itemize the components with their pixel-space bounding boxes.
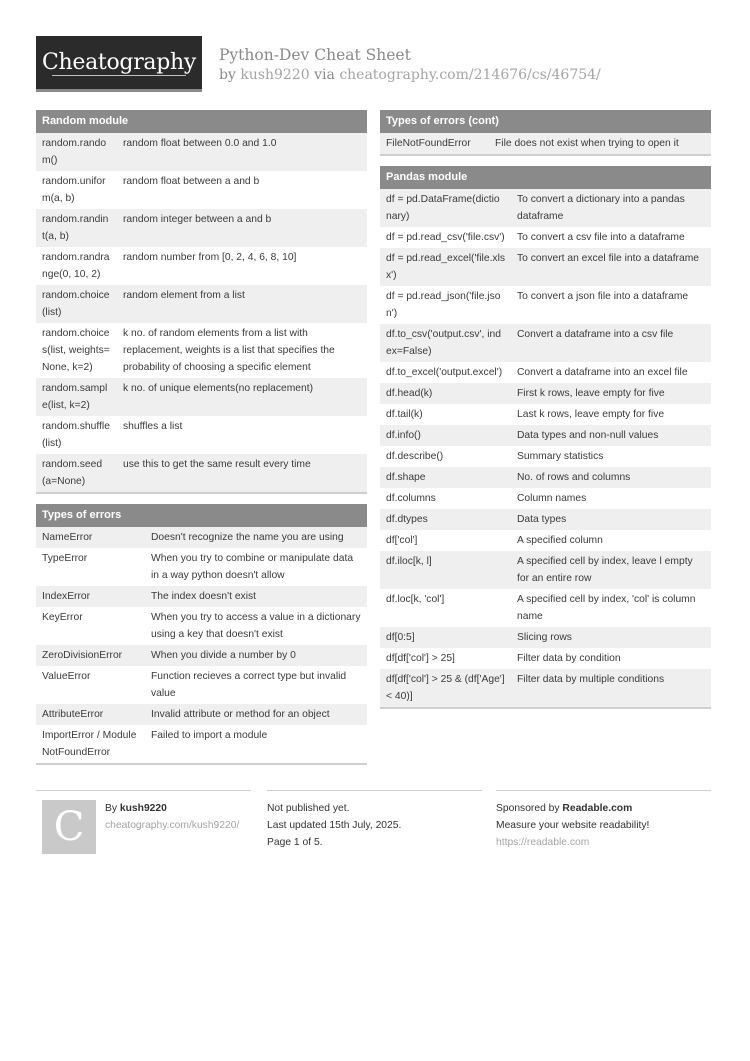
row-description: No. of rows and columns [511, 467, 711, 488]
row-description: use this to get the same result every time [117, 454, 367, 492]
row-description: A specified cell by index, leave l empty for an entire row [511, 551, 711, 589]
types-of-errors-table [36, 527, 367, 763]
table-row [36, 378, 367, 416]
row-key: df = pd.read_excel('file.xlsx') [380, 248, 511, 286]
row-description: The index doesn't exist [145, 586, 367, 607]
row-description: Convert a dataframe into an excel file [517, 367, 688, 378]
row-description: random float between 0.0 and 1.0 [117, 133, 367, 171]
row-key: df[df['col'] > 25 & (df['Age'] < 40)] [380, 669, 511, 707]
pandas-module-section [380, 166, 711, 709]
sponsor-link[interactable]: Readable.com [562, 803, 633, 814]
publish-status: Not published yet. [267, 803, 350, 814]
row-key: random.uniform(a, b) [42, 176, 106, 204]
footer-author-url[interactable]: cheatography.com/kush9220/ [105, 820, 240, 831]
row-description: shuffles a list [123, 421, 183, 432]
footer-author-link[interactable]: kush9220 [119, 803, 167, 814]
cheatography-logo[interactable] [36, 36, 202, 92]
row-description: Invalid attribute or method for an object [145, 704, 367, 725]
row-key: random.random() [36, 133, 117, 171]
row-description: random element from a list [117, 285, 367, 323]
row-description: To convert a dictionary into a pandas dataframe [511, 189, 711, 227]
page-number: Page 1 of 5. [267, 837, 323, 848]
row-description: When you divide a number by 0 [145, 645, 367, 666]
row-key: random.randrange(0, 10, 2) [42, 252, 110, 280]
row-key: df.columns [386, 493, 436, 504]
table-row [380, 383, 711, 404]
table-row [380, 509, 711, 530]
row-key: df = pd.read_json('file.json') [386, 291, 501, 319]
random-module-section [36, 110, 367, 494]
byline [219, 65, 601, 85]
table-row [36, 666, 367, 704]
row-description: First k rows, leave empty for five [511, 383, 711, 404]
row-key: IndexError [36, 586, 145, 607]
footer-sponsor [496, 790, 711, 851]
sponsor-tagline: Measure your website readability! [496, 820, 650, 831]
table-row [36, 247, 367, 285]
row-key: df.shape [380, 467, 511, 488]
row-description: When you try to combine or manipulate data in a way python doesn't allow [151, 553, 354, 581]
table-row [380, 404, 711, 425]
row-key: df.head(k) [380, 383, 511, 404]
row-key: FileNotFoundError [380, 133, 489, 154]
table-row [36, 454, 367, 492]
table-row [36, 285, 367, 323]
row-key: df.describe() [386, 451, 444, 462]
row-description: random integer between a and b [117, 209, 367, 247]
sponsored-by-label: Sponsored by [496, 803, 560, 814]
sponsor-url[interactable]: https://readable.com [496, 837, 590, 848]
types-of-errors-cont-section [380, 110, 711, 156]
row-key: AttributeError [36, 704, 145, 725]
sheet-header [219, 45, 601, 85]
table-row [380, 425, 711, 446]
row-key: df.to_csv('output.csv', index=False) [380, 324, 511, 362]
footer-status [267, 790, 482, 851]
row-description: random number from [0, 2, 4, 6, 8, 10] [123, 252, 297, 263]
author-link[interactable]: kush9220 [240, 67, 310, 83]
row-key: ImportError / ModuleNotFoundError [42, 730, 137, 758]
row-key: random.shuffle(list) [42, 421, 110, 449]
types-of-errors-section [36, 504, 367, 765]
row-key: KeyError [42, 612, 83, 623]
page-footer [36, 790, 711, 860]
row-key: df.iloc[k, l] [380, 551, 511, 589]
row-description: k no. of unique elements(no replacement) [117, 378, 367, 416]
row-description: Column names [517, 493, 587, 504]
row-key: df = pd.read_csv('file.csv') [386, 232, 505, 243]
row-description: Slicing rows [511, 627, 711, 648]
table-row [380, 248, 711, 286]
row-key: df[0:5] [380, 627, 511, 648]
logo-text: Cheatography [41, 50, 197, 75]
via-label: via [314, 67, 335, 83]
table-row [380, 551, 711, 589]
section-heading: Random module [36, 110, 367, 133]
table-row [36, 133, 367, 171]
table-row [36, 171, 367, 209]
row-key: df.dtypes [380, 509, 511, 530]
row-key: df.tail(k) [386, 409, 423, 420]
table-row [36, 323, 367, 378]
row-key: df.loc[k, 'col'] [386, 594, 445, 605]
row-description: random float between a and b [123, 176, 260, 187]
row-description: k no. of random elements from a list with replacement, weights is a list that specifies the probability of choosing a specific element [123, 328, 335, 373]
row-key: random.choice(list) [36, 285, 117, 323]
row-description: A specified column [517, 535, 603, 546]
row-description: To convert a json file into a dataframe [517, 291, 689, 302]
table-row [380, 286, 711, 324]
row-description: Data types [511, 509, 711, 530]
section-heading: Pandas module [380, 166, 711, 189]
row-key: NameError [36, 527, 145, 548]
row-key: random.randint(a, b) [36, 209, 117, 247]
table-row [380, 189, 711, 227]
table-row [380, 227, 711, 248]
table-row [36, 607, 367, 645]
last-updated: Last updated 15th July, 2025. [267, 820, 402, 831]
row-description: Filter data by multiple conditions [511, 669, 711, 707]
footer-author [36, 790, 251, 860]
table-row [380, 362, 711, 383]
row-description: File does not exist when trying to open it [489, 133, 711, 154]
row-description: To convert a csv file into a dataframe [517, 232, 685, 243]
types-of-errors-cont-table [380, 133, 711, 154]
table-row [380, 627, 711, 648]
row-key: df.info() [380, 425, 511, 446]
table-row [36, 586, 367, 607]
random-module-table [36, 133, 367, 492]
row-description: Convert a dataframe into a csv file [511, 324, 711, 362]
table-row [36, 725, 367, 763]
row-description: Function recieves a correct type but invalid value [151, 671, 347, 699]
section-heading: Types of errors [36, 504, 367, 527]
table-row [380, 488, 711, 509]
table-row [380, 669, 711, 707]
table-row [380, 324, 711, 362]
row-description: Data types and non-null values [511, 425, 711, 446]
row-key: random.seed(a=None) [36, 454, 117, 492]
row-description: Last k rows, leave empty for five [517, 409, 665, 420]
row-description: Summary statistics [517, 451, 604, 462]
row-description: To convert an excel file into a dataframe [511, 248, 711, 286]
avatar-letter: C [53, 803, 85, 850]
table-row [36, 416, 367, 454]
table-row [380, 589, 711, 627]
row-key: random.choices(list, weights=None, k=2) [42, 328, 110, 373]
pandas-module-table [380, 189, 711, 707]
row-key: TypeError [42, 553, 88, 564]
table-row [380, 467, 711, 488]
row-key: df.to_excel('output.excel') [386, 367, 503, 378]
row-description: When you try to access a value in a dictionary using a key that doesn't exist [151, 612, 361, 640]
footer-by-label: By [105, 803, 118, 814]
by-label: by [219, 67, 236, 83]
row-key: df['col'] [386, 535, 418, 546]
row-key: ValueError [42, 671, 91, 682]
row-key: random.sample(list, k=2) [36, 378, 117, 416]
table-row [380, 446, 711, 467]
sheet-url-link[interactable]: cheatography.com/214676/cs/46754/ [339, 67, 601, 83]
table-row [36, 548, 367, 586]
table-row [380, 648, 711, 669]
row-key: df[df['col'] > 25] [386, 653, 455, 664]
row-description: Failed to import a module [151, 730, 268, 741]
table-row [36, 209, 367, 247]
row-key: ZeroDivisionError [36, 645, 145, 666]
table-row [36, 527, 367, 548]
table-row [36, 704, 367, 725]
table-row [380, 133, 711, 154]
table-row [380, 530, 711, 551]
row-description: Doesn't recognize the name you are using [145, 527, 367, 548]
page-title: Python-Dev Cheat Sheet [219, 46, 411, 64]
row-description: A specified cell by index, 'col' is column name [517, 594, 696, 622]
avatar[interactable] [42, 800, 96, 854]
section-heading: Types of errors (cont) [380, 110, 711, 133]
logo-underline [52, 75, 186, 76]
row-key: df = pd.DataFrame(dictionary) [380, 189, 511, 227]
row-description: Filter data by condition [517, 653, 621, 664]
table-row [36, 645, 367, 666]
